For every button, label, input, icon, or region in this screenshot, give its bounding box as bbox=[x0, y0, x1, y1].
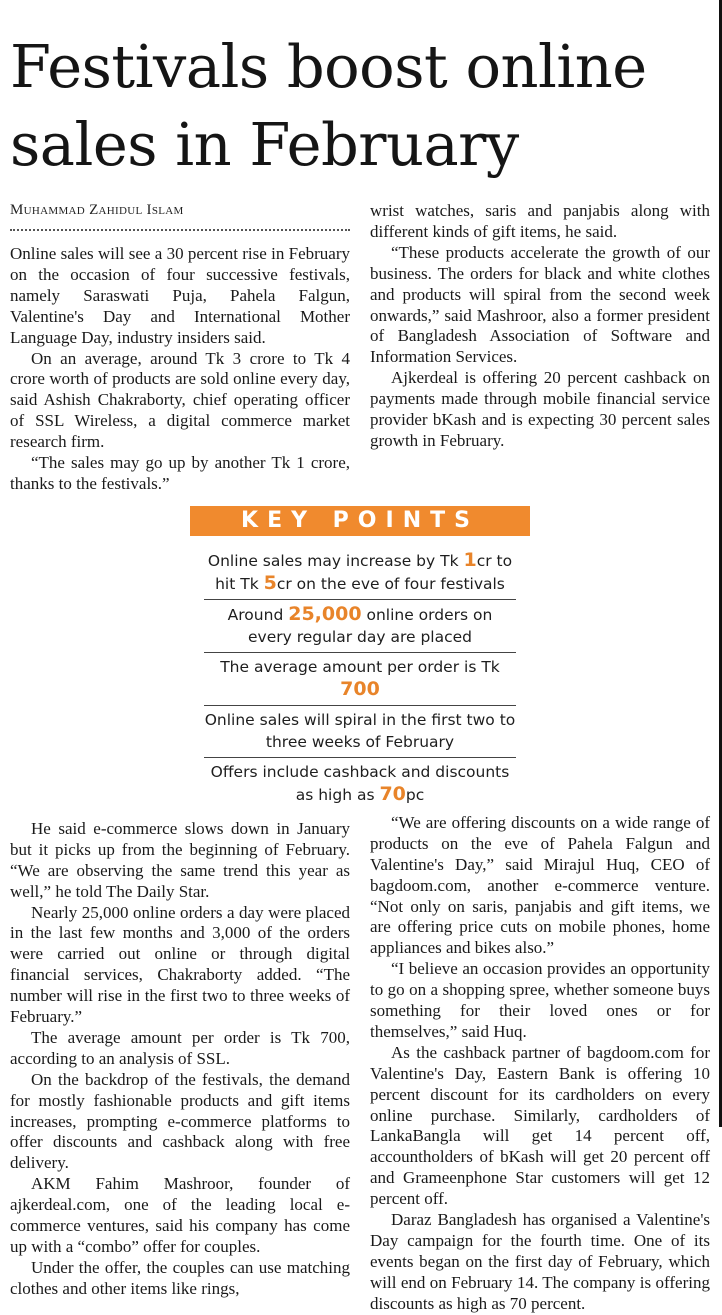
paragraph: The average amount per order is Tk 700, according to an analysis of SSL. bbox=[10, 1027, 350, 1068]
kp-text: online orders on every regular day are placed bbox=[247, 606, 493, 646]
paragraph: Online sales will see a 30 percent rise in February on the occasion of four successive festivals, namely Saraswati Puja, Pahela Falgun, Valentine's Day and International Mother Language Day, industry insiders said. bbox=[10, 244, 350, 347]
key-point-item bbox=[204, 758, 516, 810]
paragraph: “I believe an occasion provides an opportunity to go on a shopping spree, whether someone buys something for their loved ones or for themselves,” said Huq. bbox=[370, 959, 710, 1041]
paragraph: Ajkerdeal is offering 20 percent cashback on payments made through mobile financial service provider bKash and is expecting 30 percent sales growth in February. bbox=[370, 368, 710, 450]
key-points-title: KEY POINTS bbox=[190, 506, 530, 536]
kp-text: cr on the eve of four festivals bbox=[276, 575, 505, 593]
paragraph: AKM Fahim Mashroor, founder of ajkerdeal.com, one of the leading local e-commerce ventures, said his company has come up with a “combo” offer for couples. bbox=[10, 1174, 350, 1256]
kp-text: Online sales may increase by Tk bbox=[207, 552, 464, 570]
key-point-item bbox=[204, 706, 516, 758]
headline: Festivals boost online sales in February bbox=[10, 32, 647, 179]
paragraph: “The sales may go up by another Tk 1 crore, thanks to the festivals.” bbox=[10, 453, 350, 493]
paragraph: wrist watches, saris and panjabis along with different kinds of gift items, he said. bbox=[370, 201, 710, 241]
kp-text: Online sales will spiral in the first two to three weeks of February bbox=[204, 711, 516, 751]
kp-text: Around bbox=[227, 606, 289, 624]
paragraph: Nearly 25,000 online orders a day were placed in the last few months and 3,000 of the orders were carried out online or through digital financial services, Chakraborty added. “The number will rise in the first two to three weeks of February.” bbox=[10, 902, 350, 1027]
key-point-item bbox=[204, 600, 516, 653]
kp-text: The average amount per order is Tk bbox=[220, 658, 500, 676]
key-point-item bbox=[204, 546, 516, 600]
kp-text: Offers include cashback and discounts as high as bbox=[210, 763, 510, 804]
kp-highlight: 700 bbox=[340, 678, 380, 700]
paragraph: He said e-commerce slows down in January but it picks up from the beginning of February. “We are observing the same trend this year as well,” he told The Daily Star. bbox=[10, 818, 350, 901]
paragraph: On an average, around Tk 3 crore to Tk 4 crore worth of products are sold online every day, said Ashish Chakraborty, chief operating officer of SSL Wireless, a digital commerce market research firm. bbox=[10, 348, 350, 452]
kp-highlight: 1 bbox=[463, 549, 477, 571]
key-points-box bbox=[190, 506, 530, 805]
box-wrap-space bbox=[545, 508, 710, 813]
kp-text: cr to hit Tk bbox=[215, 552, 513, 593]
paragraph: As the cashback partner of bagdoom.com for Valentine's Day, Eastern Bank is offering 10 percent discount for its cardholders on every online purchase. Similarly, cardholders of LankaBangla will get 14 percent off, accountholders of bKash will get 20 percent off and Grameenphone Star customers will get 12 percent off. bbox=[370, 1042, 710, 1209]
kp-highlight: 25,000 bbox=[288, 603, 362, 625]
paragraph: Under the offer, the couples can use matching clothes and other items like rings, bbox=[10, 1257, 350, 1298]
key-point-item bbox=[204, 653, 516, 706]
kp-highlight: 5 bbox=[263, 572, 277, 594]
kp-text: pc bbox=[405, 786, 425, 804]
byline: Muhammad Zahidul Islam bbox=[10, 202, 184, 218]
paragraph: “We are offering discounts on a wide range of products on the eve of Pahela Falgun and Valentine's Day,” said Mirajul Huq, CEO of bagdoom.com, another e-commerce venture. “Not only on saris, panjabis and gift items, we are offering price cuts on mobile phones, home appliances and bikes also.” bbox=[370, 812, 710, 958]
paragraph: “These products accelerate the growth of our business. The orders for black and white clothes and products will spiral from the second week onwards,” said Mashroor, also a former president of Bangladesh Association of Software and Information Services. bbox=[370, 242, 710, 367]
byline-divider bbox=[10, 229, 350, 231]
kp-highlight: 70 bbox=[379, 783, 406, 805]
paragraph: Daraz Bangladesh has organised a Valentine's Day campaign for the fourth time. One of its events began on the first day of February, which will end on February 14. The company is offering discounts as high as 70 percent. bbox=[370, 1210, 710, 1313]
box-wrap-space bbox=[10, 514, 195, 819]
paragraph: On the backdrop of the festivals, the demand for mostly fashionable products and gift items increases, prompting e-commerce platforms to offer discounts and cashback along with free delivery. bbox=[10, 1069, 350, 1173]
key-points-list bbox=[204, 546, 516, 810]
